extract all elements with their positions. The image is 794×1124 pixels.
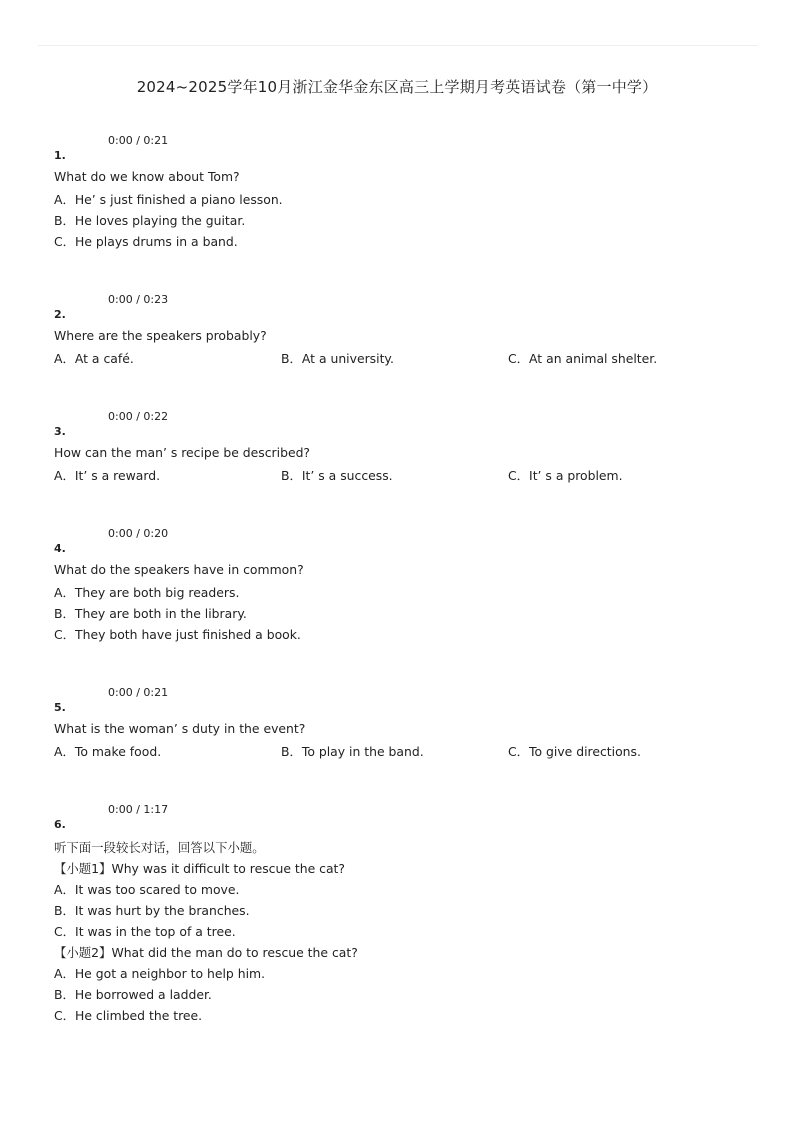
audio-player-time[interactable]: 0:00 / 0:21: [108, 134, 169, 147]
question-stem: What do we know about Tom?: [54, 169, 240, 184]
question-number: 2.: [54, 308, 66, 321]
question-stem: What is the woman’ s duty in the event?: [54, 721, 306, 736]
question-number: 4.: [54, 542, 66, 555]
option-c: C．He plays drums in a band.: [54, 234, 238, 249]
question-stem: 听下面一段较长对话，回答以下小题。: [54, 840, 265, 855]
option-b: B．It’ s a success.: [281, 468, 393, 483]
audio-player-time[interactable]: 0:00 / 0:22: [108, 410, 169, 423]
subquestion-2-option-b: B．He borrowed a ladder.: [54, 987, 212, 1002]
subquestion-2-option-c: C．He climbed the tree.: [54, 1008, 203, 1023]
option-c: C．They both have just finished a book.: [54, 627, 301, 642]
question-number: 1.: [54, 149, 66, 162]
option-b: B．To play in the band.: [281, 744, 424, 759]
option-a: A．They are both big readers.: [54, 585, 240, 600]
audio-player-time[interactable]: 0:00 / 1:17: [108, 803, 169, 816]
audio-player-time[interactable]: 0:00 / 0:23: [108, 293, 169, 306]
question-number: 5.: [54, 701, 66, 714]
subquestion-1-option-a: A．It was too scared to move.: [54, 882, 240, 897]
audio-player-time[interactable]: 0:00 / 0:20: [108, 527, 169, 540]
subquestion-1-option-c: C．It was in the top of a tree.: [54, 924, 236, 939]
question-stem: What do the speakers have in common?: [54, 562, 304, 577]
subquestion-2-option-a: A．He got a neighbor to help him.: [54, 966, 266, 981]
subquestion-2-stem: 【小题2】What did the man do to rescue the cat?: [54, 945, 358, 960]
option-a: A．To make food.: [54, 744, 162, 759]
option-a: A．At a café.: [54, 351, 134, 366]
option-a: A．It’ s a reward.: [54, 468, 161, 483]
option-a: A．He’ s just finished a piano lesson.: [54, 192, 283, 207]
subquestion-1-stem: 【小题1】Why was it difficult to rescue the cat?: [54, 861, 345, 876]
subquestion-1-option-b: B．It was hurt by the branches.: [54, 903, 250, 918]
option-b: B．At a university.: [281, 351, 394, 366]
option-c: C．To give directions.: [508, 744, 641, 759]
option-b: B．They are both in the library.: [54, 606, 247, 621]
question-number: 3.: [54, 425, 66, 438]
audio-player-time[interactable]: 0:00 / 0:21: [108, 686, 169, 699]
question-stem: How can the man’ s recipe be described?: [54, 445, 311, 460]
header-divider: [38, 45, 758, 46]
page-title: 2024~2025学年10月浙江金华金东区高三上学期月考英语试卷（第一中学）: [136, 78, 658, 96]
question-stem: Where are the speakers probably?: [54, 328, 267, 343]
option-b: B．He loves playing the guitar.: [54, 213, 246, 228]
option-c: C．It’ s a problem.: [508, 468, 623, 483]
question-number: 6.: [54, 818, 66, 831]
option-c: C．At an animal shelter.: [508, 351, 658, 366]
